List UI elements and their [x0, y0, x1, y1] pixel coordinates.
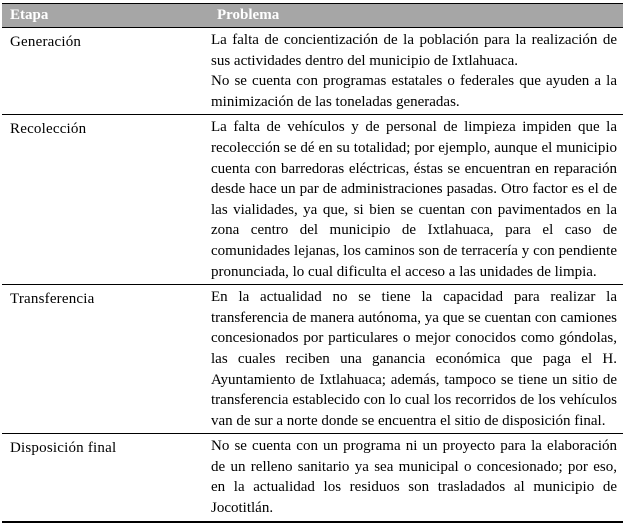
header-stage: Etapa [2, 4, 209, 28]
stage-cell: Transferencia [2, 285, 209, 434]
problem-cell [209, 115, 623, 285]
problem-cell [209, 285, 623, 434]
problem-paragraph: No se cuenta con programas estatales o federales que ayuden a la minimización de las toneladas generadas. [211, 73, 617, 110]
table-row-transferencia [2, 285, 623, 434]
table-row-recoleccion [2, 115, 623, 285]
top-rule-gap [300, 0, 324, 3]
header-problem: Problema [209, 4, 623, 28]
stage-cell: Recolección [2, 115, 209, 285]
problem-cell [209, 434, 623, 522]
problem-paragraph: La falta de concientización de la población para la realización de sus actividades dentro del municipio de Ixtlahuaca. [211, 32, 617, 69]
problem-paragraph: En la actualidad no se tiene la capacidad para realizar la transferencia de manera autónoma, ya que se cuentan con camiones concesionados por particulares o mejor conocidos como góndolas, las cuales reciben una ganancia económica que paga el H. Ayuntamiento de Ixtlahuaca; además, tampoco se tiene un sitio de transferencia establecido con lo cual los recorridos de los vehículos van de sur a norte donde se encuentra el sitio de disposición final. [211, 289, 617, 429]
problem-cell [209, 28, 623, 115]
table-row-disposicion-final [2, 434, 623, 522]
stage-cell: Disposición final [2, 434, 209, 522]
table-top-rule [2, 0, 623, 4]
table-header-row [2, 4, 623, 28]
problem-paragraph: La falta de vehículos y de personal de limpieza impiden que la recolección se dé en su totalidad; por ejemplo, aunque el municipio cuenta con barredoras eléctricas, éstas se encuentran en reparación desde hace un par de administraciones pasadas. Otro factor es el de las vialidades, ya que, si bien se cuentan con pavimentados en la zona centro del municipio de Ixtlahuaca, para el caso de comunidades lejanas, los caminos son de terracería y con pendiente pronunciada, lo cual dificulta el acceso a las unidades de limpia. [211, 119, 617, 280]
problems-table [2, 0, 623, 523]
problem-paragraph: No se cuenta con un programa ni un proyecto para la elaboración de un relleno sanitario ya sea municipal o concesionado; por eso, en la actualidad los residuos son trasladados al municipio de Jocotitlán. [211, 438, 617, 517]
table-row-generacion [2, 28, 623, 115]
stage-cell: Generación [2, 28, 209, 115]
